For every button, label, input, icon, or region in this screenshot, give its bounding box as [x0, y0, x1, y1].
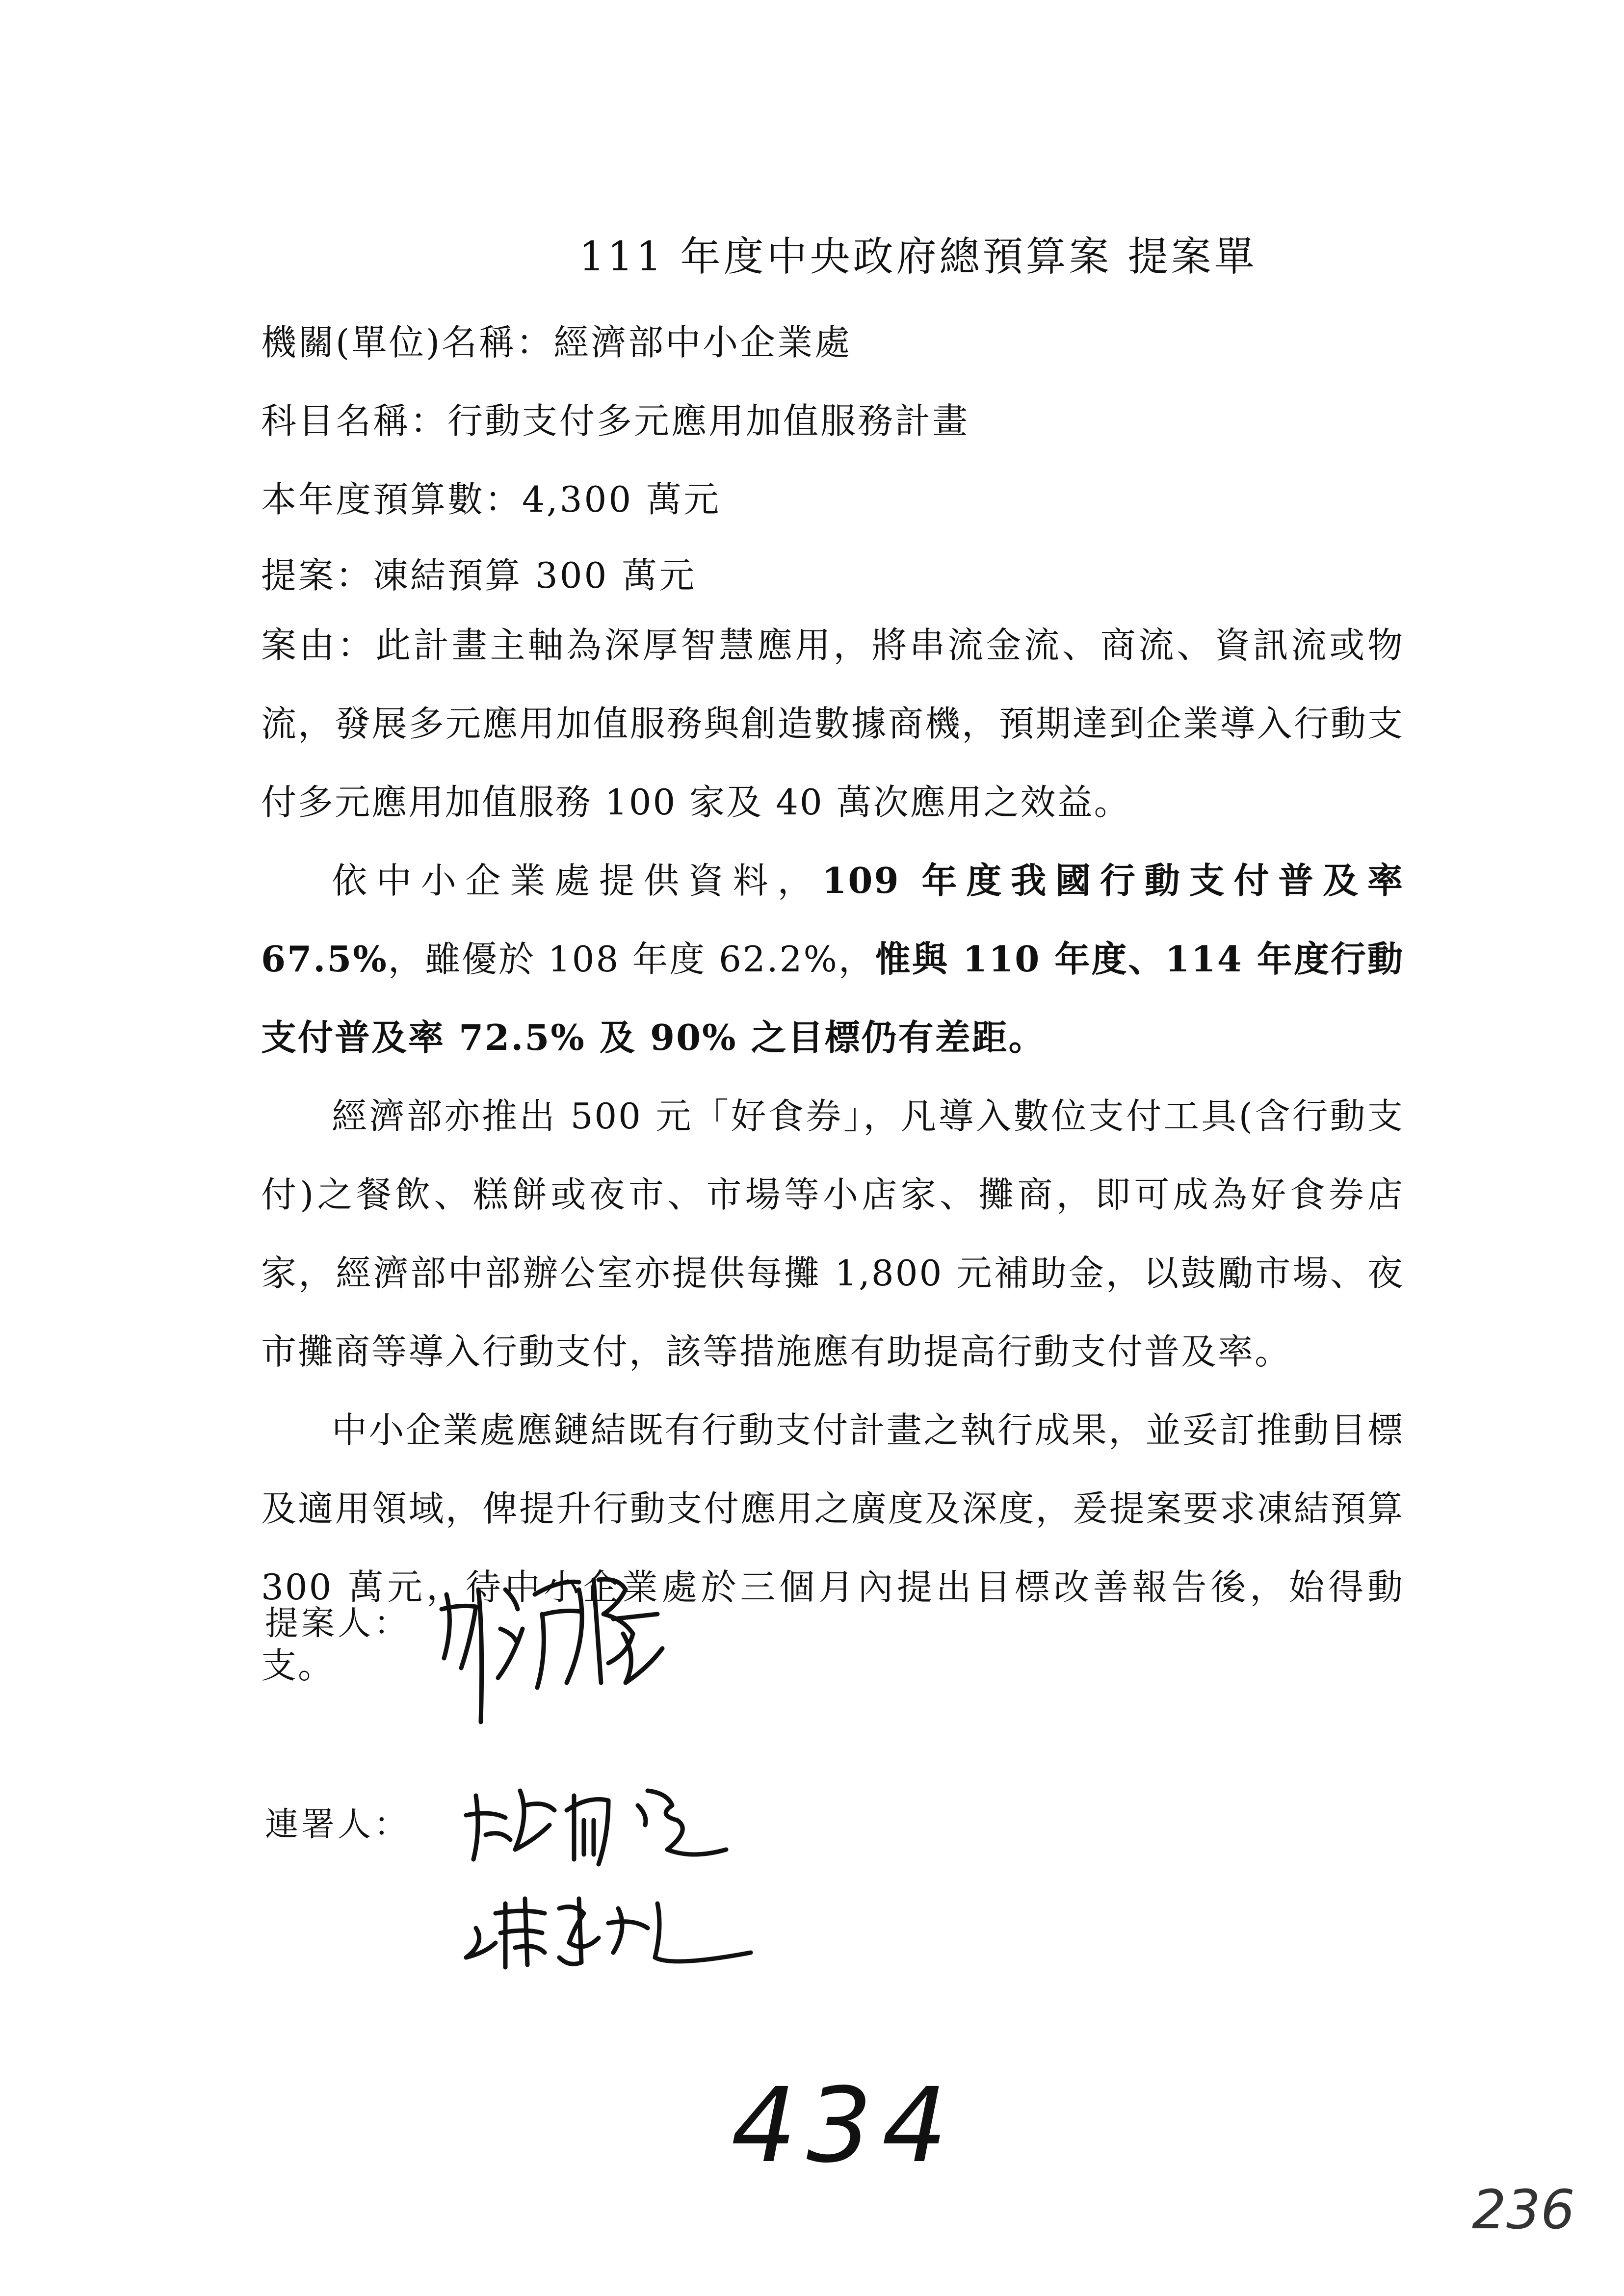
request-paragraph: 中小企業處應鏈結既有行動支付計畫之執行成果，並妥訂推動目標及適用領域，俾提升行動支付應用之廣度及深度，爰提案要求凍結預算 300 萬元，待中小企業處於三個月內提出目標改善報告後，始得動支。 — [261, 1409, 1404, 1686]
stat-2019-rate: ，雖優於 108 年度 62.2%， — [388, 939, 875, 980]
voucher-paragraph: 經濟部亦推出 500 元「好食券」，凡導入數位支付工具(含行動支付)之餐飲、糕餅或夜市、市場等小店家、攤商，即可成為好食券店家，經濟部中部辦公室亦提供每攤 1,800 元補助金，以鼓勵市場、夜市攤商等導入行動支付，該等措施應有助提高行動支付普及率。 — [261, 1096, 1404, 1372]
page-number: 434 — [731, 2065, 957, 2186]
proposal-line: 提案：凍結預算 300 萬元 — [261, 555, 697, 596]
statistics-paragraph — [261, 841, 1404, 1077]
proposer-signature — [432, 1560, 687, 1737]
proposer-label: 提案人： — [265, 1604, 411, 1643]
agency-line: 機關(單位)名稱：經濟部中小企業處 — [261, 322, 852, 363]
body-text — [261, 606, 1404, 1705]
cosigner-signature-2 — [456, 1879, 770, 1977]
cosigner-signature-1 — [461, 1776, 765, 1874]
stat-target-gap: 惟與 110 年度、114 年度行動支付普及率 72.5% 及 90% 之目標仍有差距。 — [261, 938, 1404, 1058]
stat-2020-rate: 109 年度我國行動支付普及率 67.5% — [261, 860, 1404, 980]
stat-intro: 依中小企業處提供資料， — [332, 860, 822, 901]
reason-paragraph: 案由：此計畫主軸為深厚智慧應用，將串流金流、商流、資訊流或物流，發展多元應用加值服務與創造數據商機，預期達到企業導入行動支付多元應用加值服務 100 家及 40 萬次應用之效益。 — [261, 625, 1404, 823]
subject-line: 科目名稱：行動支付多元應用加值服務計畫 — [261, 400, 970, 442]
document-title: 111 年度中央政府總預算案 提案單 — [579, 234, 1257, 280]
cosigner-label: 連署人： — [265, 1805, 411, 1844]
sheet-number: 236 — [1472, 2178, 1575, 2241]
budget-line: 本年度預算數：4,300 萬元 — [261, 479, 721, 520]
